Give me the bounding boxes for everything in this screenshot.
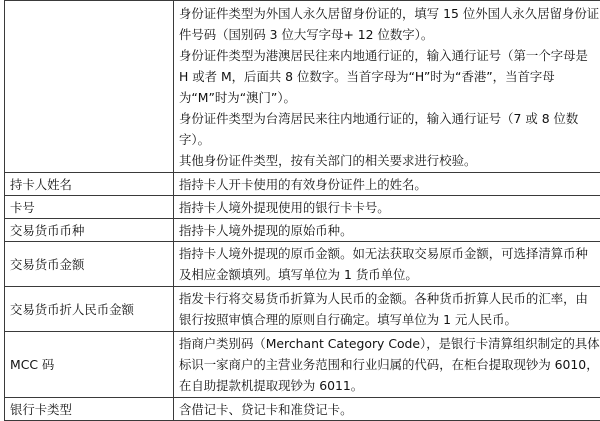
description-paragraph: 指持卡人境外提现的原始币种。 xyxy=(179,220,600,241)
table-row xyxy=(5,332,600,398)
row-description xyxy=(174,242,600,287)
row-description xyxy=(174,1,600,173)
row-description xyxy=(174,398,600,421)
table-row xyxy=(5,219,600,242)
row-label: 交易货币折人民币金额 xyxy=(5,287,174,332)
table-row xyxy=(5,398,600,421)
description-paragraph: 指持卡人开卡使用的有效身份证件上的姓名。 xyxy=(179,174,600,195)
row-description xyxy=(174,173,600,196)
row-label: 银行卡类型 xyxy=(5,398,174,421)
description-paragraph: 指持卡人境外提现使用的银行卡卡号。 xyxy=(179,197,600,218)
row-label: 交易货币金额 xyxy=(5,242,174,287)
row-label: 持卡人姓名 xyxy=(5,173,174,196)
row-description xyxy=(174,196,600,219)
row-label: MCC 码 xyxy=(5,332,174,398)
description-paragraph: 指持卡人境外提现的原币金额。如无法获取交易原币金额，可选择清算币种及相应金额填列。填写单位为 1 货币单位。 xyxy=(179,243,600,285)
description-paragraph: 身份证件类型为港澳居民往来内地通行证的，输入通行证号（第一个字母是 H 或者 M，后面共 8 位数字。当首字母为“H”时为“香港”，当首字母为“M”时为“澳门”）。 xyxy=(179,45,600,108)
row-label xyxy=(5,1,174,173)
description-paragraph: 其他身份证件类型，按有关部门的相关要求进行校验。 xyxy=(179,150,600,171)
row-description xyxy=(174,219,600,242)
table-row xyxy=(5,1,600,173)
table-row xyxy=(5,287,600,332)
row-description xyxy=(174,287,600,332)
description-paragraph: 身份证件类型为外国人永久居留身份证的，填写 15 位外国人永久居留身份证件号码（国别码 3 位大写字母+ 12 位数字）。 xyxy=(179,3,600,45)
description-paragraph: 指商户类别码（Merchant Category Code），是银行卡清算组织制定的具体标识一家商户的主营业务范围和行业归属的代码，在柜台提取现钞为 6010，在自助提款机提取现钞为 6011。 xyxy=(179,333,600,396)
table-row xyxy=(5,173,600,196)
row-description xyxy=(174,332,600,398)
table-row xyxy=(5,196,600,219)
description-paragraph: 含借记卡、贷记卡和准贷记卡。 xyxy=(179,399,600,420)
description-paragraph: 指发卡行将交易货币折算为人民币的金额。各种货币折算人民币的汇率，由银行按照审慎合理的原则自行确定。填写单位为 1 元人民币。 xyxy=(179,288,600,330)
row-label: 卡号 xyxy=(5,196,174,219)
description-paragraph: 身份证件类型为台湾居民来往内地通行证的，输入通行证号（7 或 8 位数字）。 xyxy=(179,108,600,150)
table-row xyxy=(5,242,600,287)
field-spec-table xyxy=(4,0,600,421)
row-label: 交易货币币种 xyxy=(5,219,174,242)
